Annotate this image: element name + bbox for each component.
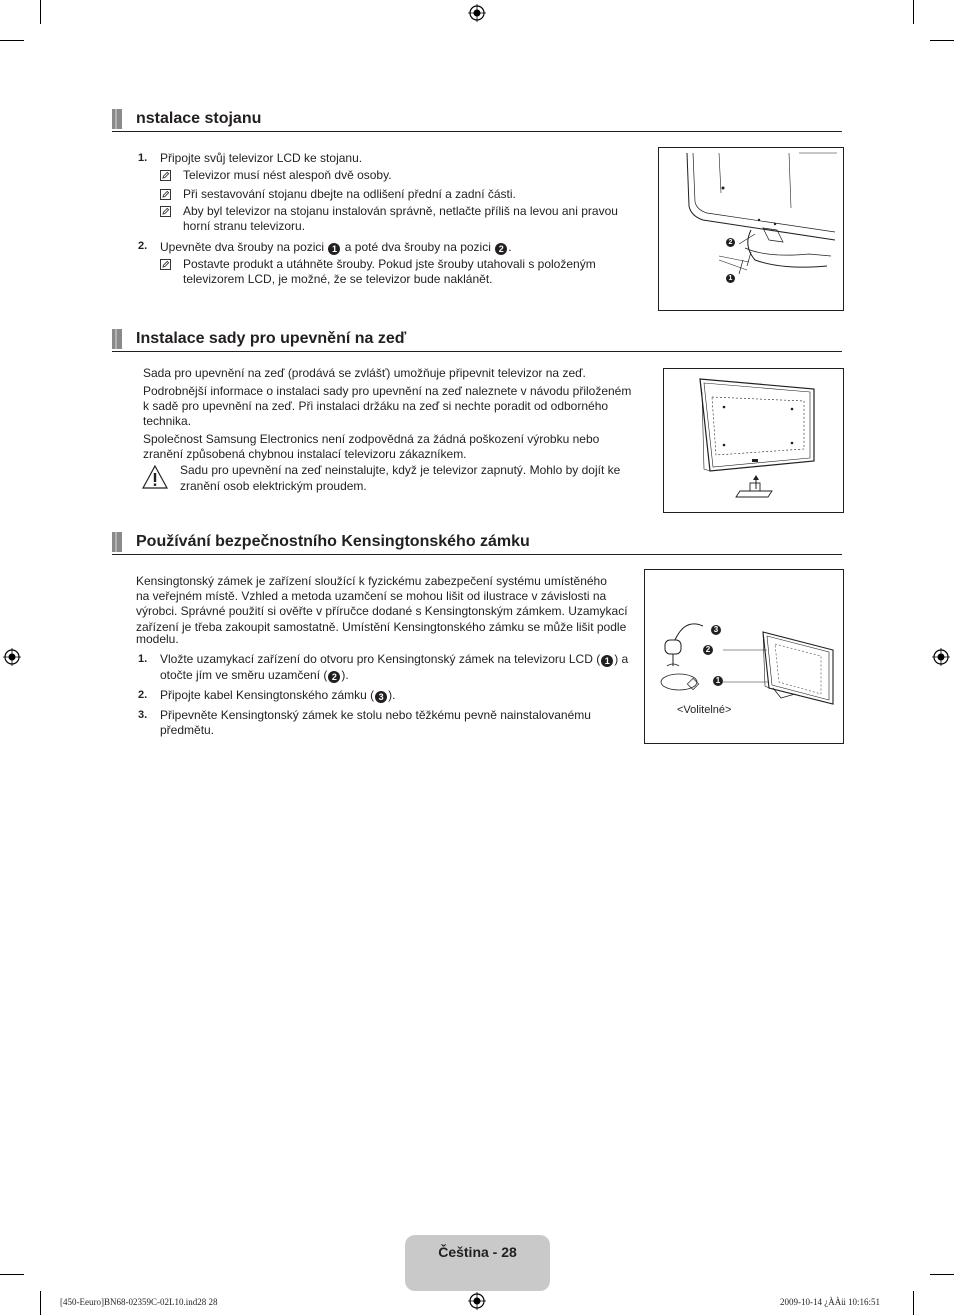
registration-mark-icon [468,4,486,22]
wall-mount-figure [663,368,844,513]
tv-stand-illustration [659,148,843,310]
step-text-part: Vložte uzamykací zařízení do otvoru pro Kensingtonský zámek na televizoru LCD ( [160,652,601,666]
note-text: Televizor musí nést alespoň dvě osoby. [183,168,392,182]
heading-bar [112,109,122,129]
paragraph-line: zranění způsobená chybnou instalací televizoru zákazníkem. [143,447,467,461]
warning-text: Sadu pro upevnění na zeď neinstalujte, když je televizor zapnutý. Mohlo by dojít ke [180,463,621,477]
crop-mark [0,40,24,41]
step-text [160,652,628,667]
page-number: Čeština - 28 [438,1244,517,1260]
note-text: Aby byl televizor na stojanu instalován správně, netlačte příliš na levou ani pravou [183,204,618,218]
step-number: 1. [138,653,148,665]
note-text: Při sestavování stojanu dbejte na odlišení přední a zadní části. [183,187,516,201]
step-number: 1. [138,152,148,164]
marker-1: 1 [601,655,613,667]
registration-mark-icon [932,648,950,666]
section-title: Používání bezpečnostního Kensingtonského zámku [136,533,530,550]
step-number: 3. [138,709,148,721]
paragraph-line: zařízení je třeba zakoupit samostatně. Umístění Kensingtonského zámku se může lišit podle [136,620,627,634]
crop-mark [40,0,41,24]
note-pencil-icon [160,170,171,181]
step-text-part: Upevněte dva šrouby na pozici [160,240,325,254]
wall-mount-illustration [664,369,843,512]
note-pencil-icon [160,189,171,200]
paragraph-line: Kensingtonský zámek je zařízení sloužící k fyzickému zabezpečení systému umístěného [136,574,607,588]
warning-triangle-icon [142,465,168,489]
step-text: Připojte svůj televizor LCD ke stojanu. [160,151,363,165]
step-text-part: a poté dva šrouby na pozici [344,240,491,254]
step-text-part: ) a [614,652,629,666]
figure-marker-2: 2 [703,645,713,655]
heading-bar [112,532,122,552]
section-title: Instalace sady pro upevnění na zeď [136,330,407,347]
paragraph-line: na veřejném místě. Vzhled a metoda uzamčení se mohou lišit od ilustrace v závislosti na [136,589,607,603]
stand-figure [658,147,844,311]
note-pencil-icon [160,259,171,270]
crop-mark [913,1291,914,1315]
note-text: Postavte produkt a utáhněte šrouby. Pokud jste šrouby utahovali s položeným [183,257,596,271]
crop-mark [930,40,954,41]
figure-caption: <Volitelné> [677,704,732,716]
step-text-part: ). [388,688,396,702]
figure-marker-2: 2 [726,238,735,247]
crop-mark [930,1274,954,1275]
warning-text: zranění osob elektrickým proudem. [180,479,367,493]
figure-marker-3: 3 [711,625,721,635]
marker-1: 1 [328,243,340,255]
paragraph-line: výrobci. Správné použití si ověřte v příručce dodané s Kensingtonským zámkem. Uzamykací [136,604,628,618]
paragraph-line: Společnost Samsung Electronics není zodpovědná za žádná poškození výrobku nebo [143,432,600,446]
paragraph-line: Sada pro upevnění na zeď (prodává se zvlášť) umožňuje připevnit televizor na zeď. [143,366,586,380]
note-pencil-icon [160,206,171,217]
step-text [160,688,395,703]
step-number: 2. [138,689,148,701]
page-number-tab [405,1235,550,1291]
paragraph-line: technika. [143,414,192,428]
crop-mark [913,0,914,24]
crop-mark [40,1291,41,1315]
step-text-part: otočte jím ve směru uzamčení ( [160,668,328,682]
marker-2: 2 [328,671,340,683]
step-text: Připevněte Kensingtonský zámek ke stolu nebo těžkému pevně nainstalovanému [160,708,591,722]
step-text-part: ). [341,668,349,682]
figure-marker-1: 1 [713,676,723,686]
section-title: nstalace stojanu [136,110,262,127]
step-text [160,668,349,683]
print-slug-left: [450-Eeuro]BN68-02359C-02L10.ind28 28 [60,1297,218,1307]
step-number: 2. [138,240,148,252]
figure-marker-1: 1 [726,274,735,283]
step-text: předmětu. [160,723,215,737]
step-text-part: Připojte kabel Kensingtonského zámku ( [160,688,375,702]
paragraph-line: Podrobnější informace o instalaci sady pro upevnění na zeď naleznete v návodu přiloženém [143,384,632,398]
note-text: televizorem LCD, je možné, že se televizor bude naklánět. [183,272,493,286]
marker-2: 2 [495,243,507,255]
heading-bar [112,329,122,349]
crop-mark [0,1274,24,1275]
print-slug-right: 2009-10-14 ¿ÀÀü 10:16:51 [780,1297,880,1307]
kensington-lock-illustration [645,570,843,743]
section-heading-wall-mount [112,329,842,352]
paragraph-line: modelu. [136,632,179,646]
section-heading-kensington [112,532,842,555]
marker-3: 3 [375,691,387,703]
section-heading-stand [112,109,842,132]
registration-mark-icon [468,1292,486,1310]
period: . [508,240,512,254]
registration-mark-icon [3,648,21,666]
paragraph-line: k sadě pro upevnění na zeď. Při instalaci držáku na zeď si nechte poradit od odborného [143,399,609,413]
step-text [160,240,512,255]
kensington-figure [644,569,844,744]
note-text: horní stranu televizoru. [183,219,306,233]
